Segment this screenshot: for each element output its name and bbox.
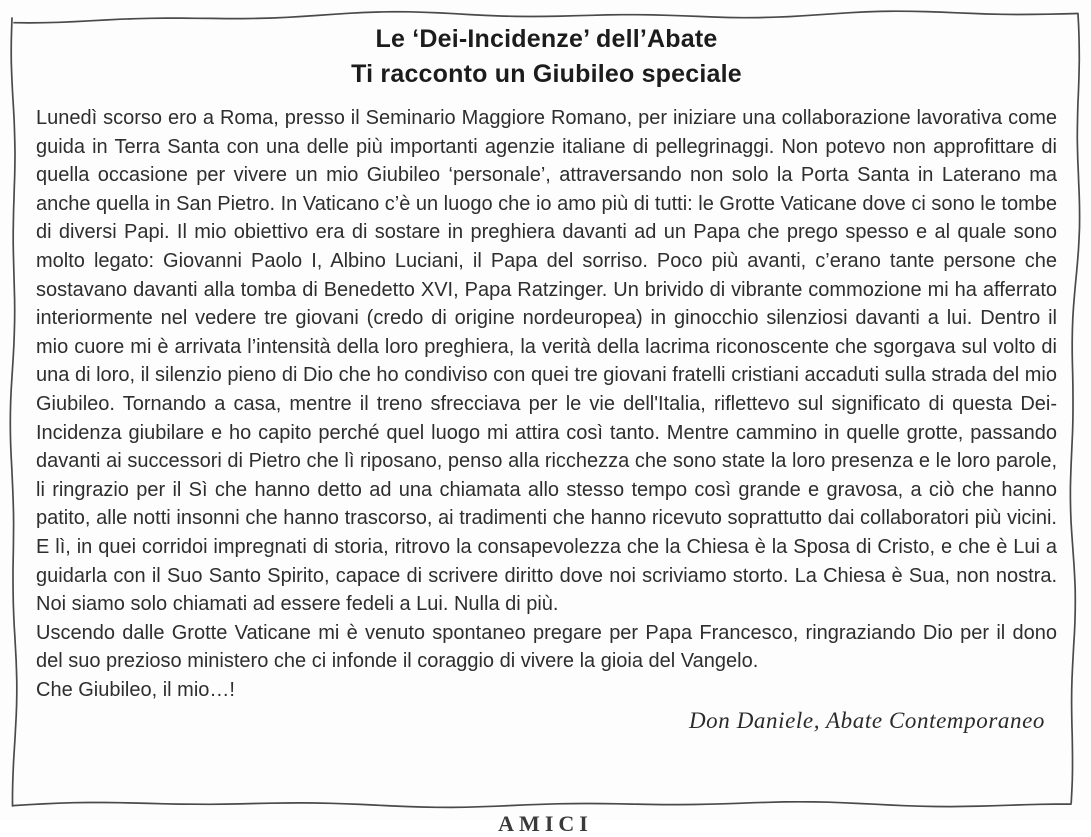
author-signature: Don Daniele, Abate Contemporaneo bbox=[688, 708, 1045, 734]
paragraph: Uscendo dalle Grotte Vaticane mi è venuto spontaneo pregare per Papa Francesco, ringraziando Dio per il dono del suo prezioso ministero che ci infonde il coraggio di vivere la gioia del Vangelo. bbox=[36, 621, 1057, 673]
cut-off-footer-text: AMICI bbox=[498, 811, 593, 836]
title-line-2: Ti racconto un Giubileo speciale bbox=[351, 59, 742, 88]
article-content bbox=[36, 22, 1057, 734]
paragraph: Lunedì scorso ero a Roma, presso il Seminario Maggiore Romano, per iniziare una collaborazione lavorativa come guida in Terra Santa con una delle più importanti agenzie italiane di pellegrinaggi. Non potevo non approfittare di quella occasione per vivere un mio Giubileo ‘personale’, attraversando non solo la Porta Santa in Laterano ma anche quella in San Pietro. In Vaticano c’è un luogo che io amo più di tutti: le Grotte Vaticane dove ci sono le tombe di diversi Papi. Il mio obiettivo era di sostare in preghiera davanti ad un Papa che prego spesso e al quale sono molto legato: Giovanni Paolo I, Albino Luciani, il Papa del sorriso. Poco più avanti, c’erano tante persone che sostavano davanti alla tomba di Benedetto XVI, Papa Ratzinger. Un brivido di vibrante commozione mi ha afferrato interiormente nel vedere tre giovani (credo di origine nordeuropea) in ginocchio silenziosi davanti a lui. Dentro il mio cuore mi è arrivata l’intensità della loro preghiera, la verità della lacrima riconoscente che sgorgava sul volto di una di loro, il silenzio pieno di Dio che ho condiviso con quei tre giovani fratelli cristiani accaduti sulla strada del mio Giubileo. Tornando a casa, mentre il treno sfrecciava per le vie dell'Italia, riflettevo sul significato di questa Dei-Incidenza giubilare e ho capito perché quel luogo mi attira così tanto. Mentre cammino in quelle grotte, passando davanti ai successori di Pietro che lì riposano, penso alla ricchezza che sono state la loro presenza e le loro parole, li ringrazio per il Sì che hanno detto ad una chiamata allo stesso tempo così grande e gravosa, a ciò che hanno patito, alle notti insonni che hanno trascorso, ai tradimenti che hanno ricevuto soprattutto dai collaboratori più vicini. E lì, in quei corridoi impregnati di storia, ritrovo la consapevolezza che la Chiesa è la Sposa di Cristo, e che è Lui a guidarla con il Suo Santo Spirito, capace di scrivere diritto dove noi scriviamo storto. La Chiesa è Sua, non nostra. Noi siamo solo chiamati ad essere fedeli a Lui. Nulla di più. bbox=[36, 107, 1057, 616]
article-title bbox=[36, 22, 1057, 91]
paragraph: Che Giubileo, il mio…! bbox=[36, 678, 235, 701]
article-body bbox=[36, 104, 1057, 704]
title-line-1: Le ‘Dei-Incidenze’ dell’Abate bbox=[375, 25, 718, 53]
